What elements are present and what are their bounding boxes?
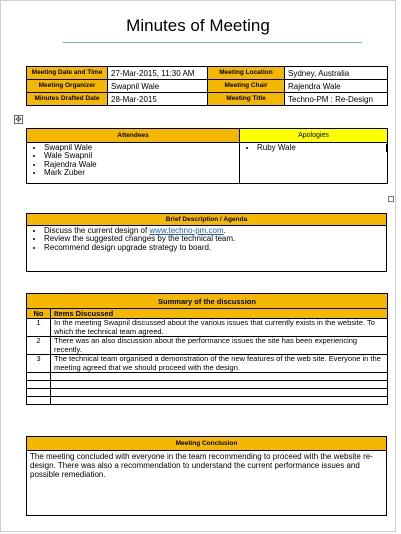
apologies-header: Apologies <box>240 129 388 143</box>
minutes-drafted-label: Minutes Drafted Date <box>27 93 108 106</box>
meeting-organizer-label: Meeting Organizer <box>27 80 108 93</box>
table-row-text[interactable]: In the meeting Swapnil discussed about the various issues that currently exists in the website. To which the technical team agreed. <box>51 319 388 337</box>
minutes-drafted-value[interactable]: 28-Mar-2015 <box>108 93 208 106</box>
list-item: • Wale Swapnil <box>44 152 239 160</box>
meeting-title-value[interactable]: Techno-PM : Re-Design <box>285 93 388 106</box>
empty-cell[interactable] <box>51 397 388 405</box>
apologies-cell[interactable] <box>240 143 388 184</box>
agenda-list <box>27 227 386 252</box>
website-link[interactable]: www.techno-pm.com <box>149 226 224 235</box>
title-underline <box>63 42 362 43</box>
attendees-header: Attendees <box>27 129 240 143</box>
table-resize-handle[interactable] <box>388 196 394 202</box>
empty-cell[interactable] <box>51 373 388 381</box>
meeting-chair-value[interactable]: Rajendra Wale <box>285 80 388 93</box>
meeting-title-label: Meeting Title <box>208 93 285 106</box>
table-row-number: 2 <box>27 337 51 355</box>
meeting-date-value[interactable]: 27-Mar-2015, 11:30 AM <box>108 67 208 80</box>
summary-table <box>26 293 388 405</box>
meeting-location-value[interactable]: Sydney, Australia <box>285 67 388 80</box>
attendees-cell[interactable] <box>27 143 240 184</box>
agenda-item-suffix: . <box>223 226 226 235</box>
empty-cell[interactable] <box>27 397 51 405</box>
agenda-item-text: Discuss the current design of <box>44 226 150 235</box>
conclusion-text[interactable]: The meeting concluded with everyone in the team recommending to proceed with the website re-design. There was also a recommendation to understand the current performance issues and possible remediation. <box>27 451 387 516</box>
meeting-details-table <box>26 66 388 106</box>
list-item: • Recommend design upgrade strategy to board. <box>44 244 386 252</box>
attendees-table <box>26 128 388 184</box>
list-item: • Review the suggested changes by the technical team. <box>44 235 386 243</box>
table-move-handle-icon[interactable]: ✥ <box>15 115 22 124</box>
table-row-number: 1 <box>27 319 51 337</box>
meeting-organizer-value[interactable]: Swapnil Wale <box>108 80 208 93</box>
list-item: • Mark Zuber <box>44 169 239 177</box>
apologies-list <box>240 144 387 152</box>
conclusion-table <box>26 436 387 516</box>
empty-cell[interactable] <box>51 389 388 397</box>
meeting-location-label: Meeting Location <box>208 67 285 80</box>
empty-cell[interactable] <box>27 381 51 389</box>
summary-header: Summary of the discussion <box>27 294 388 309</box>
text-cursor <box>386 144 387 152</box>
empty-cell[interactable] <box>27 373 51 381</box>
attendees-list <box>27 144 239 177</box>
meeting-date-label: Meeting Date and Time <box>27 67 108 80</box>
agenda-header: Brief Description / Agenda <box>27 214 387 226</box>
table-row-number: 3 <box>27 355 51 373</box>
list-item: • Rajendra Wale <box>44 161 239 169</box>
empty-cell[interactable] <box>27 389 51 397</box>
column-header-no: No <box>27 309 51 319</box>
agenda-table <box>26 213 387 272</box>
column-header-items: Items Discussed <box>51 309 388 319</box>
list-item: • Swapnil Wale <box>44 144 239 152</box>
meeting-chair-label: Meeting Chair <box>208 80 285 93</box>
table-row-text[interactable]: There was an also discussion about the performance issues the site has been experiencing recently. <box>51 337 388 355</box>
empty-cell[interactable] <box>51 381 388 389</box>
conclusion-header: Meeting Conclusion <box>27 437 387 451</box>
document-title: Minutes of Meeting <box>126 16 270 35</box>
table-row-text[interactable]: The technical team organised a demonstration of the new features of the web site. Everyone in the meeting agreed that we should proceed with the design. <box>51 355 388 373</box>
list-item: • Ruby Wale <box>257 144 387 152</box>
agenda-cell[interactable] <box>27 226 387 272</box>
